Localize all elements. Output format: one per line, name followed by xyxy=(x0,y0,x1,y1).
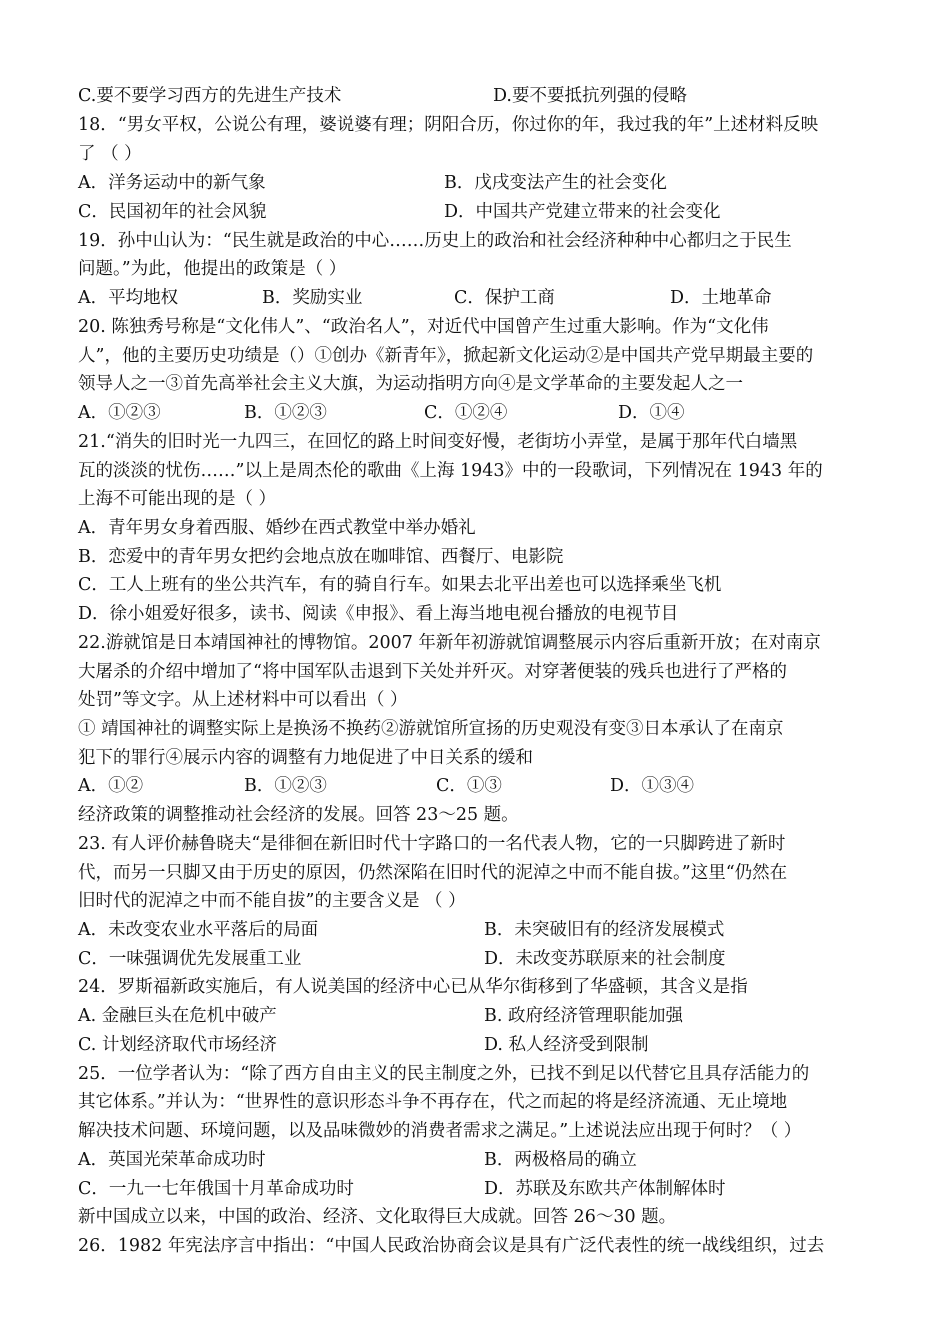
q19-option-a: A．平均地权 xyxy=(78,288,179,308)
q19-options-row xyxy=(78,284,878,312)
q19-option-d: D．土地革命 xyxy=(670,288,772,308)
q20-stem-line-3: 领导人之一③首先高举社会主义大旗，为运动指明方向④是文学革命的主要发起人之一 xyxy=(78,374,743,394)
q17-option-c: C.要不要学习西方的先进生产技术 xyxy=(78,86,342,106)
q23-options-row-ab xyxy=(78,916,878,944)
q24-option-b: B. 政府经济管理职能加强 xyxy=(484,1006,683,1026)
q22-stem-line-2: 大屠杀的介绍中增加了“将中国军队击退到下关处并歼灭。对穿著便装的残兵也进行了严格的 xyxy=(78,662,787,682)
q25-options-row-cd xyxy=(78,1175,878,1203)
q25-options-row-ab xyxy=(78,1146,878,1174)
q22-option-a: A．①② xyxy=(78,776,144,796)
q19-option-c: C．保护工商 xyxy=(454,288,555,308)
q25-option-b: B．两极格局的确立 xyxy=(484,1150,637,1170)
q26-stem-line-1: 26．1982 年宪法序言中指出：“中国人民政治协商会议是具有广泛代表性的统一战线组织，过去 xyxy=(78,1236,825,1256)
q24-options-row-cd xyxy=(78,1031,878,1059)
q20-option-d: D．①④ xyxy=(618,403,685,423)
q25-stem-line-2: 其它体系。”并认为：“世界性的意识形态斗争不再存在，代之而起的将是经济流通、无止境地 xyxy=(78,1092,788,1112)
q24-option-c: C. 计划经济取代市场经济 xyxy=(78,1035,277,1055)
q25-option-c: C．一九一七年俄国十月革命成功时 xyxy=(78,1179,354,1199)
q25-stem-line-3: 解决技术问题、环境问题，以及品味微妙的消费者需求之满足。”上述说法应出现于何时？（ ） xyxy=(78,1121,802,1141)
section-intro-23-25: 经济政策的调整推动社会经济的发展。回答 23～25 题。 xyxy=(78,805,519,825)
q19-stem-line-2: 问题。”为此，他提出的政策是（ ） xyxy=(78,259,347,279)
q22-option-d: D．①③④ xyxy=(610,776,695,796)
q25-stem-line-1: 25．一位学者认为：“除了西方自由主义的民主制度之外，已找不到足以代替它且具存活能力的 xyxy=(78,1064,810,1084)
q19-option-b: B．奖励实业 xyxy=(262,288,363,308)
q23-option-a: A．未改变农业水平落后的局面 xyxy=(78,920,319,940)
q23-stem-line-1: 23. 有人评价赫鲁晓夫“是徘徊在新旧时代十字路口的一名代表人物，它的一只脚跨进了新时 xyxy=(78,834,786,854)
q23-options-row-cd xyxy=(78,945,878,973)
q19-stem-line-1: 19．孙中山认为：“民生就是政治的中心……历史上的政治和社会经济种种中心都归之于民生 xyxy=(78,231,792,251)
q25-option-d: D．苏联及东欧共产体制解体时 xyxy=(484,1179,726,1199)
q21-option-a: A．青年男女身着西服、婚纱在西式教堂中举办婚礼 xyxy=(78,518,476,538)
q21-stem-line-2: 瓦的淡淡的忧伤……”以上是周杰伦的歌曲《上海 1943》中的一段歌词，下列情况在 1943 年的 xyxy=(78,461,823,481)
q23-stem-line-3: 旧时代的泥淖之中而不能自拔”的主要含义是 （ ） xyxy=(78,891,466,911)
q23-option-c: C．一味强调优先发展重工业 xyxy=(78,949,302,969)
q24-stem: 24．罗斯福新政实施后，有人说美国的经济中心已从华尔街移到了华盛顿，其含义是指 xyxy=(78,977,748,997)
q21-option-c: C．工人上班有的坐公共汽车，有的骑自行车。如果去北平出差也可以选择乘坐飞机 xyxy=(78,575,722,595)
q20-stem-line-2: 人”，他的主要历史功绩是（）①创办《新青年》，掀起新文化运动②是中国共产党早期最主要的 xyxy=(78,346,814,366)
q20-option-b: B．①②③ xyxy=(244,403,327,423)
q21-stem-line-1: 21.“消失的旧时光一九四三，在回忆的路上时间变好慢，老街坊小弄堂，是属于那年代白墙黑 xyxy=(78,432,798,452)
q25-option-a: A．英国光荣革命成功时 xyxy=(78,1150,266,1170)
q18-option-d: D．中国共产党建立带来的社会变化 xyxy=(444,202,721,222)
q23-option-d: D．未改变苏联原来的社会制度 xyxy=(484,949,726,969)
q17-option-d: D.要不要抵抗列强的侵略 xyxy=(493,86,687,106)
q22-stem-line-1: 22.游就馆是日本靖国神社的博物馆。2007 年新年初游就馆调整展示内容后重新开放；在对南京 xyxy=(78,633,821,653)
q24-option-d: D. 私人经济受到限制 xyxy=(484,1035,649,1055)
q18-option-b: B．戊戌变法产生的社会变化 xyxy=(444,173,667,193)
q23-option-b: B．未突破旧有的经济发展模式 xyxy=(484,920,725,940)
q20-option-a: A．①②③ xyxy=(78,403,161,423)
q21-option-b: B．恋爱中的青年男女把约会地点放在咖啡馆、西餐厅、电影院 xyxy=(78,547,564,567)
q23-stem-line-2: 代，而另一只脚又由于历史的原因，仍然深陷在旧时代的泥淖之中而不能自拔。”这里“仍然在 xyxy=(78,863,788,883)
q18-options-row-ab xyxy=(78,169,878,197)
q22-statements-line-1: ① 靖国神社的调整实际上是换汤不换药②游就馆所宣扬的历史观没有变③日本承认了在南京 xyxy=(78,719,784,739)
q20-option-c: C．①②④ xyxy=(424,403,508,423)
q24-options-row-ab xyxy=(78,1002,878,1030)
q18-option-a: A．洋务运动中的新气象 xyxy=(78,173,266,193)
q18-options-row-cd xyxy=(78,198,878,226)
section-intro-26-30: 新中国成立以来，中国的政治、经济、文化取得巨大成就。回答 26～30 题。 xyxy=(78,1207,677,1227)
q22-options-row xyxy=(78,772,878,800)
q18-stem-line-2: 了 （ ） xyxy=(78,144,142,164)
q22-option-c: C．①③ xyxy=(436,776,502,796)
q21-option-d: D．徐小姐爱好很多，读书、阅读《申报》、看上海当地电视台播放的电视节目 xyxy=(78,604,679,624)
q20-stem-line-1: 20. 陈独秀号称是“文化伟人”、“政治名人”，对近代中国曾产生过重大影响。作为“文化伟 xyxy=(78,317,769,337)
q18-option-c: C．民国初年的社会风貌 xyxy=(78,202,267,222)
q22-option-b: B．①②③ xyxy=(244,776,327,796)
q24-option-a: A. 金融巨头在危机中破产 xyxy=(78,1006,277,1026)
q20-options-row xyxy=(78,399,878,427)
q17-options-row-cd xyxy=(78,82,878,110)
q18-stem-line-1: 18．“男女平权，公说公有理，婆说婆有理；阴阳合历，你过你的年，我过我的年”上述材料反映 xyxy=(78,115,819,135)
q22-stem-line-3: 处罚”等文字。从上述材料中可以看出（ ） xyxy=(78,690,408,710)
q21-stem-line-3: 上海不可能出现的是（ ） xyxy=(78,489,277,509)
q22-statements-line-2: 犯下的罪行④展示内容的调整有力地促进了中日关系的缓和 xyxy=(78,748,533,768)
